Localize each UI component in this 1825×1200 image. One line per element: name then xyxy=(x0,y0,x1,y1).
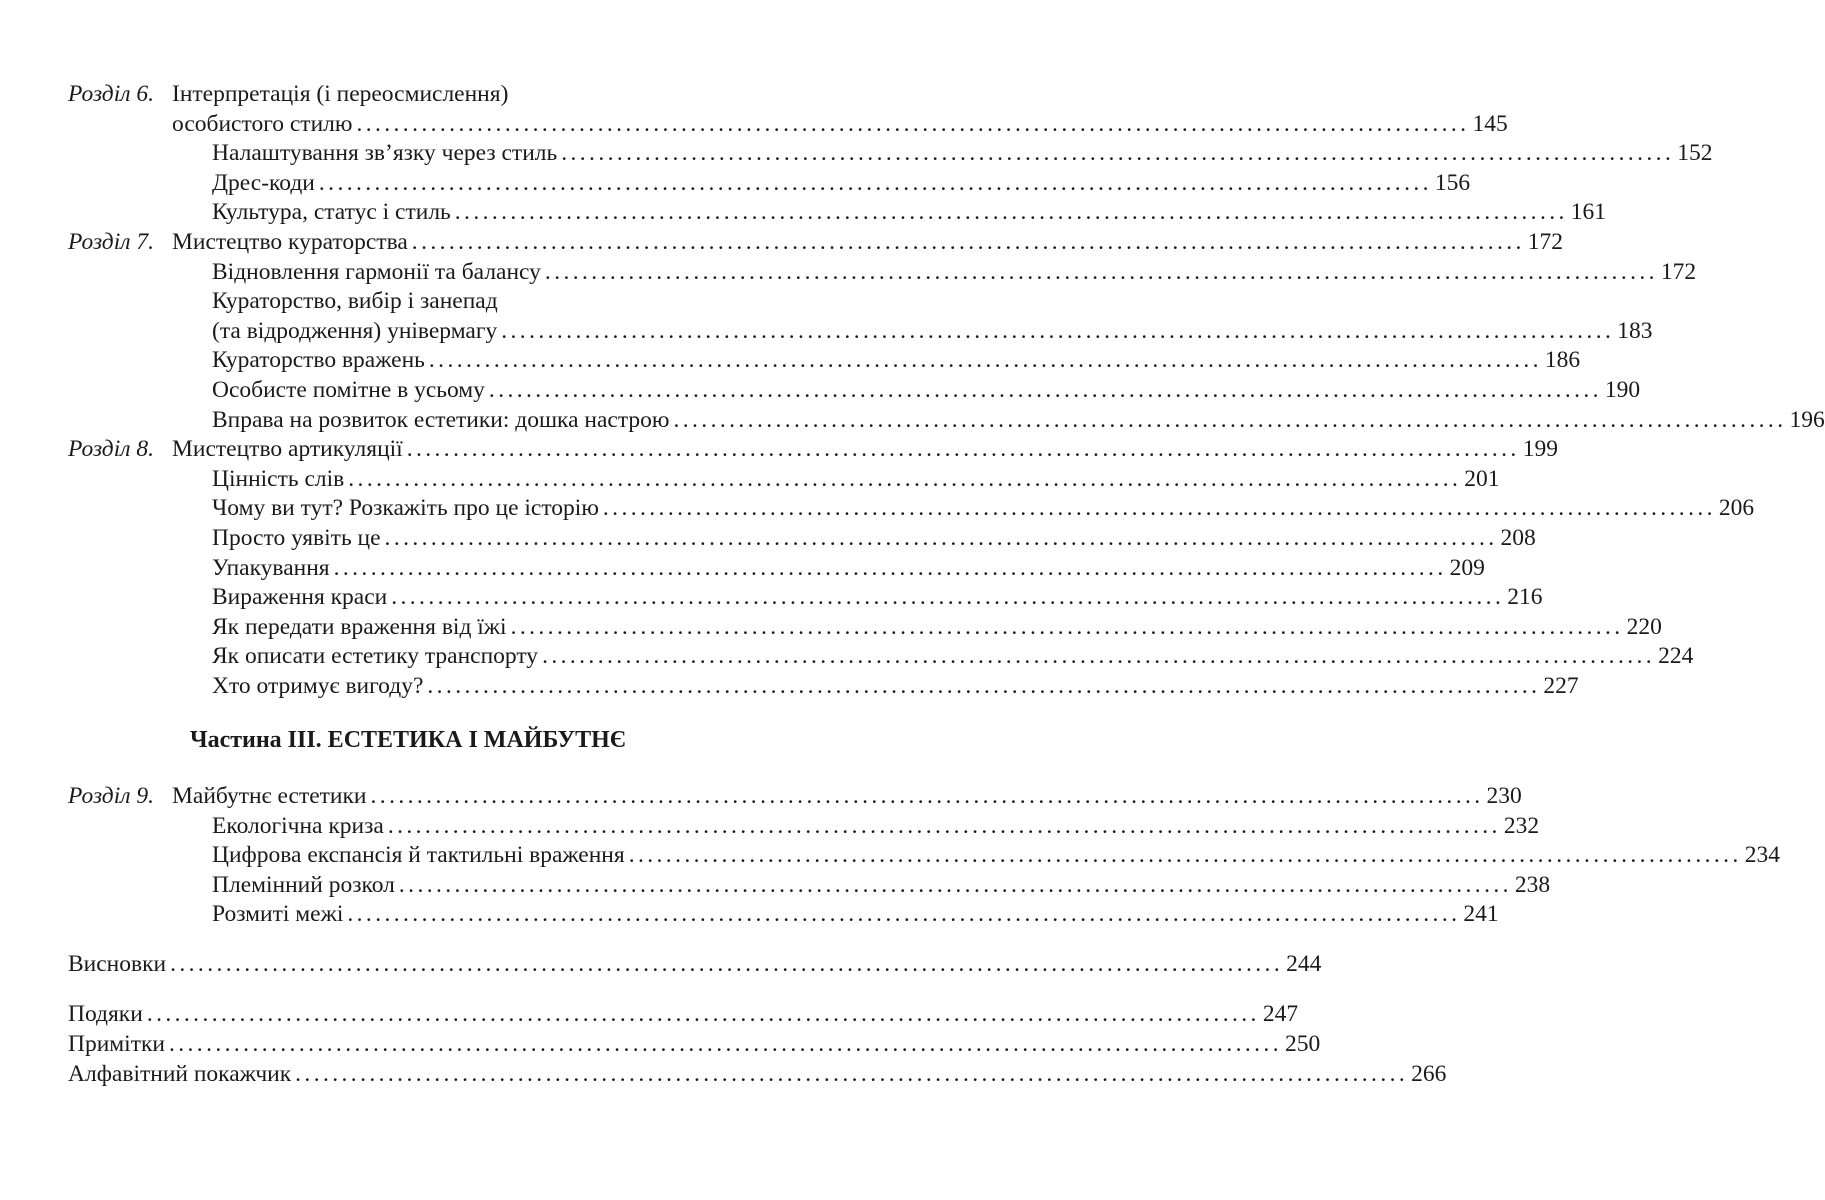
page-number: 145 xyxy=(1472,110,1508,137)
dot-leader: ........................................................................................................................ xyxy=(318,169,1432,196)
toc-entry xyxy=(68,900,1499,930)
dot-leader: ........................................................................................................................ xyxy=(628,842,1742,869)
dot-leader: ........................................................................................................................ xyxy=(398,871,1512,898)
toc-entry xyxy=(68,169,1471,199)
toc-entry xyxy=(68,642,1694,672)
dot-leader: ........................................................................................................................ xyxy=(427,672,1541,699)
dot-leader: ........................................................................................................................ xyxy=(428,347,1542,374)
entry-title: Дрес-коди xyxy=(212,169,315,196)
dot-leader: ........................................................................................................................ xyxy=(168,1031,1282,1057)
toc-entry xyxy=(68,613,1662,643)
page-number: 238 xyxy=(1514,871,1551,898)
page-number: 199 xyxy=(1522,436,1558,463)
page-number: 208 xyxy=(1500,524,1536,551)
entry-title: Особисте помітне в усьому xyxy=(212,376,485,403)
toc-entry xyxy=(68,1060,1447,1090)
entry-title: Алфавітний покажчик xyxy=(68,1060,292,1087)
page-number: 161 xyxy=(1570,199,1607,226)
entry-title: Мистецтво кураторства xyxy=(172,228,408,255)
entry-title: Відновлення гармонії та балансу xyxy=(212,258,541,285)
page-number: 250 xyxy=(1284,1031,1321,1057)
dot-leader: ........................................................................................................................ xyxy=(602,495,1716,522)
page-number: 227 xyxy=(1543,672,1579,699)
toc-entry xyxy=(68,139,1713,169)
entry-title: Кураторство вражень xyxy=(212,347,425,374)
part-heading: Частина III. ЕСТЕТИКА І МАЙБУТНЄ xyxy=(189,727,627,754)
dot-leader: ........................................................................................................................ xyxy=(370,783,1484,810)
chapter-label: Розділ 6. xyxy=(68,81,154,107)
entry-title: особистого стилю xyxy=(172,110,353,137)
toc-entry xyxy=(68,317,1653,347)
chapter-label: Розділ 7. xyxy=(68,228,154,255)
entry-title: Подяки xyxy=(68,1001,143,1028)
dot-leader: ........................................................................................................................ xyxy=(347,901,1461,928)
toc-entry xyxy=(68,80,778,110)
toc-entry xyxy=(68,287,778,317)
dot-leader: ........................................................................................................................ xyxy=(146,1001,1260,1028)
page-number: 234 xyxy=(1744,842,1780,869)
chapter-label: Розділ 9. xyxy=(68,783,154,810)
dot-leader: ........................................................................................................................ xyxy=(384,524,1498,551)
entry-title: (та відродження) універмагу xyxy=(212,317,498,344)
entry-title: Екологічна криза xyxy=(212,812,384,839)
page-number: 224 xyxy=(1658,643,1694,670)
page-number: 156 xyxy=(1434,169,1471,196)
toc-entry xyxy=(68,672,1579,702)
entry-title: Упакування xyxy=(212,554,330,581)
dot-leader: ........................................................................................................................ xyxy=(406,436,1520,463)
page-number: 244 xyxy=(1286,951,1322,978)
entry-title: Налаштування зв’язку через стиль xyxy=(212,140,558,167)
entry-title: Племінний розкол xyxy=(212,871,395,898)
toc-entry xyxy=(68,524,1536,554)
page-number: 206 xyxy=(1718,495,1755,522)
toc-entry xyxy=(68,346,1581,376)
entry-title: Вправа на розвиток естетики: дошка настрою xyxy=(212,406,670,433)
dot-leader: ........................................................................................................................ xyxy=(333,554,1447,581)
toc-entry xyxy=(68,198,1607,228)
toc-entry xyxy=(68,258,1697,288)
page-number: 241 xyxy=(1463,901,1499,928)
toc-entry xyxy=(68,812,1540,842)
entry-title: Вираження краси xyxy=(212,584,388,611)
toc-entry xyxy=(68,871,1551,901)
dot-leader: ........................................................................................................................ xyxy=(510,613,1624,640)
entry-title: Хто отримує вигоду? xyxy=(212,672,424,699)
page-number: 247 xyxy=(1262,1001,1299,1028)
entry-title: Примітки xyxy=(68,1031,165,1057)
table-of-contents xyxy=(68,80,1825,1089)
dot-leader: ........................................................................................................................ xyxy=(356,110,1470,137)
page-number: 186 xyxy=(1544,347,1581,374)
dot-leader: ........................................................................................................................ xyxy=(411,228,1525,255)
entry-title: Майбутнє естетики xyxy=(172,783,367,810)
toc-entry xyxy=(68,376,1641,406)
toc-entry xyxy=(68,841,1780,871)
toc-entry xyxy=(68,950,1322,980)
toc-entry xyxy=(68,583,1543,613)
page-number: 190 xyxy=(1604,376,1641,403)
page-number: 172 xyxy=(1527,228,1564,255)
toc-entry xyxy=(68,782,1522,812)
dot-leader: ........................................................................................................................ xyxy=(561,140,1675,167)
toc-entry xyxy=(68,435,1558,465)
page-number: 216 xyxy=(1507,584,1543,611)
entry-title: Чому ви тут? Розкажіть про це історію xyxy=(212,495,599,522)
page-number: 172 xyxy=(1660,258,1697,285)
dot-leader: ........................................................................................................................ xyxy=(295,1060,1409,1087)
entry-title: Як передати враження від їжі xyxy=(212,613,507,640)
page-number: 230 xyxy=(1486,783,1522,810)
entry-title: Просто уявіть це xyxy=(212,524,381,551)
page-number: 196 xyxy=(1789,406,1825,433)
page-number: 152 xyxy=(1677,140,1713,167)
toc-entry xyxy=(68,1030,1321,1060)
toc-entry xyxy=(68,406,1825,436)
entry-title: Культура, статус і стиль xyxy=(212,199,451,226)
page-number: 220 xyxy=(1626,613,1662,640)
entry-title: Розмиті межі xyxy=(212,901,344,928)
page-number: 183 xyxy=(1617,317,1653,344)
dot-leader: ........................................................................................................................ xyxy=(544,258,1658,285)
entry-title: Цінність слів xyxy=(212,465,345,492)
toc-entry xyxy=(68,110,1508,140)
toc-entry xyxy=(68,465,1500,495)
dot-leader: ........................................................................................................................ xyxy=(454,199,1568,226)
dot-leader: ........................................................................................................................ xyxy=(542,643,1656,670)
toc-entry xyxy=(68,554,1485,584)
dot-leader: ........................................................................................................................ xyxy=(170,951,1284,978)
dot-leader: ........................................................................................................................ xyxy=(488,376,1602,403)
page-number: 266 xyxy=(1411,1060,1447,1087)
dot-leader: ........................................................................................................................ xyxy=(501,317,1615,344)
entry-title: Інтерпретація (і переосмислення) xyxy=(172,81,509,107)
toc-entry xyxy=(68,228,1564,258)
dot-leader: ........................................................................................................................ xyxy=(387,812,1501,839)
entry-title: Кураторство, вибір і занепад xyxy=(212,288,498,315)
dot-leader: ........................................................................................................................ xyxy=(348,465,1462,492)
page-number: 209 xyxy=(1449,554,1485,581)
entry-title: Як описати естетику транспорту xyxy=(212,643,539,670)
entry-title: Висновки xyxy=(68,951,167,978)
dot-leader: ........................................................................................................................ xyxy=(391,584,1505,611)
toc-entry xyxy=(68,1000,1299,1030)
chapter-label: Розділ 8. xyxy=(68,436,154,463)
dot-leader: ........................................................................................................................ xyxy=(673,406,1787,433)
entry-title: Цифрова експансія й тактильні враження xyxy=(212,842,625,869)
entry-title: Мистецтво артикуляції xyxy=(172,436,403,463)
toc-entry xyxy=(68,494,1755,524)
page-number: 201 xyxy=(1464,465,1500,492)
page-number: 232 xyxy=(1503,812,1540,839)
